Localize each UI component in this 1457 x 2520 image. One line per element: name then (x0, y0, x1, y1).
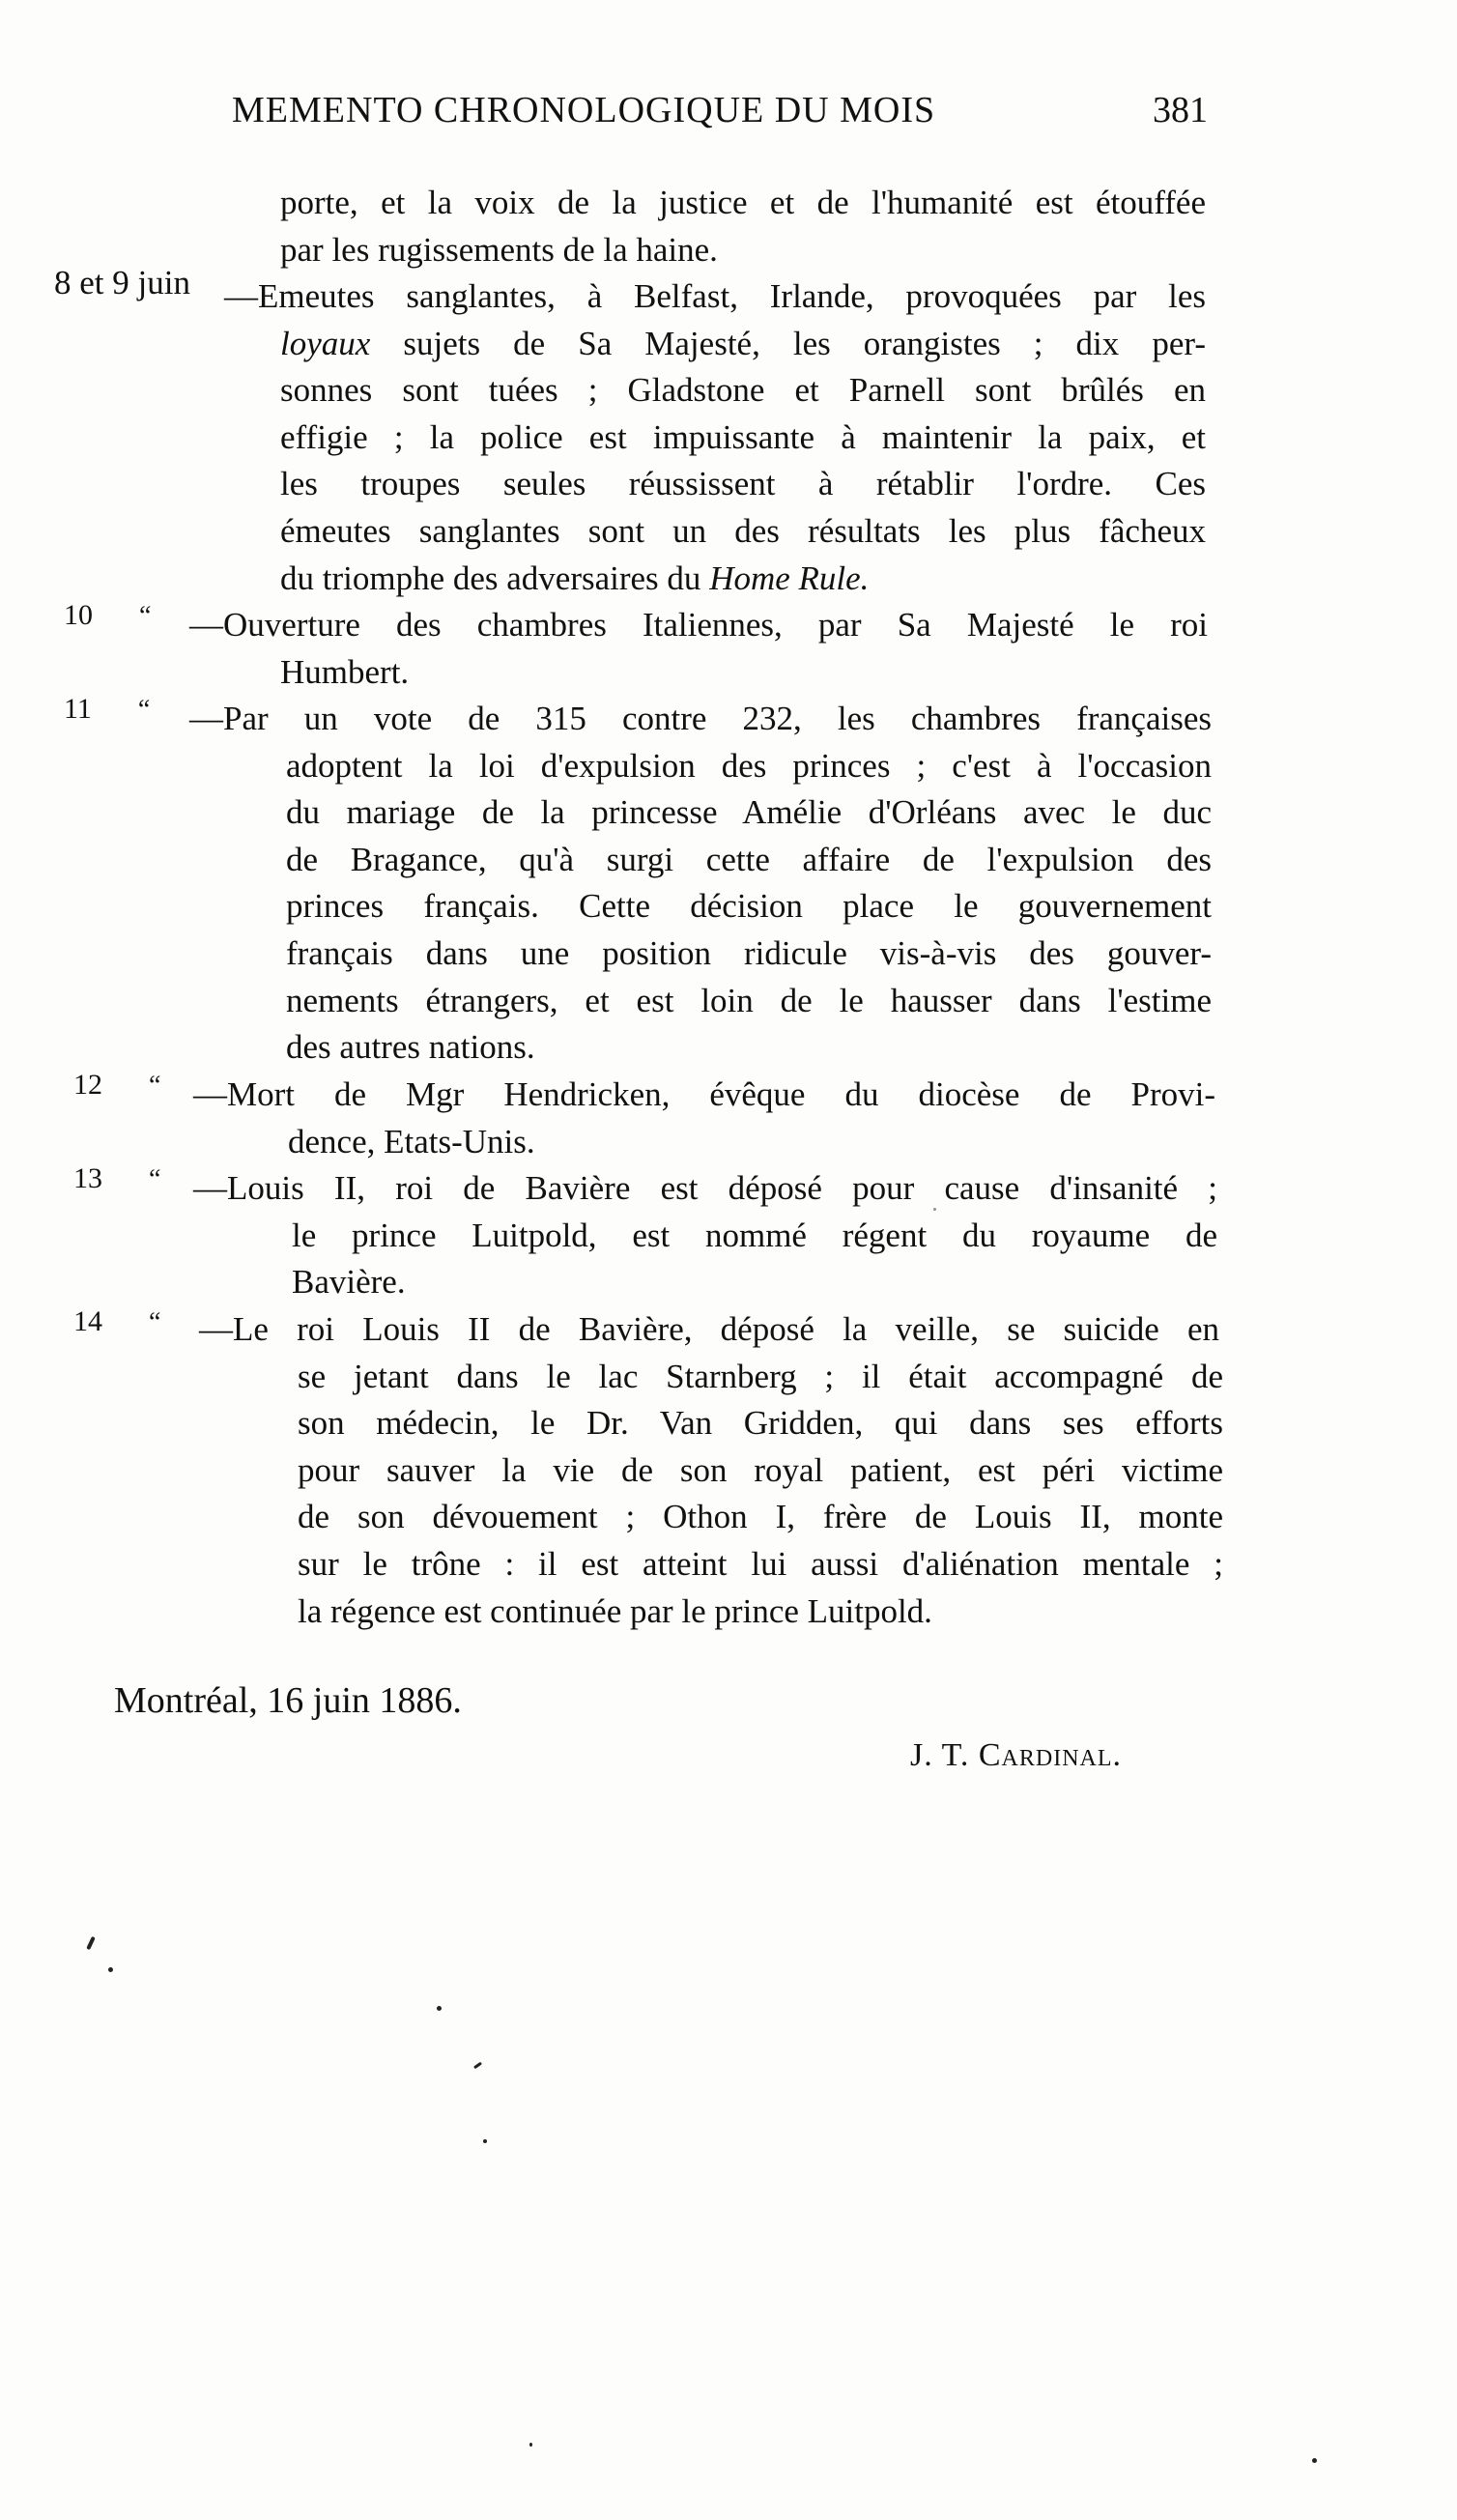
text-line: se jetant dans le lac Starnberg ; il était accompagné de (298, 1357, 1223, 1395)
text-line: effigie ; la police est impuissante à maintenir la paix, et (280, 417, 1206, 456)
text-line: dence, Etats-Unis. (288, 1122, 535, 1160)
text-line: pour sauver la vie de son royal patient, est péri victime (298, 1450, 1223, 1489)
italic-phrase: Home Rule. (709, 558, 870, 597)
text-line: son médecin, le Dr. Van Gridden, qui dans ses efforts (298, 1404, 1223, 1443)
entry-date: 14 “ (73, 1305, 161, 1337)
text-line: Humbert. (280, 652, 410, 691)
text-line: sur le trône : il est atteint lui aussi d'aliénation mentale ; (298, 1544, 1223, 1583)
entry-date: 12 “ (73, 1069, 161, 1101)
text-line: français dans une position ridicule vis-à-vis des gouver- (286, 933, 1212, 972)
text-line: —Par un vote de 315 contre 232, les chambres françaises (189, 700, 1212, 737)
text-line: —Emeutes sanglantes, à Belfast, Irlande, provoquées par les (224, 277, 1206, 315)
text-line: de Bragance, qu'à surgi cette affaire de l'expulsion des (286, 840, 1212, 878)
entry-date: 11 “ (64, 693, 151, 725)
scan-speck (933, 1208, 936, 1211)
running-header (232, 89, 1208, 147)
entry-date: 8 et 9 juin (54, 264, 190, 301)
text-line: émeutes sanglantes sont un des résultats les plus fâcheux (280, 511, 1206, 550)
text-line-start: du triomphe des adversaires du (280, 558, 710, 597)
text-line: —Le roi Louis II de Bavière, déposé la veille, se suicide en (199, 1310, 1219, 1348)
running-title: MEMENTO CHRONOLOGIQUE DU MOIS (232, 90, 936, 130)
italic-word: loyaux (280, 324, 371, 362)
author-signature: J. T. Cardinal. (910, 1737, 1123, 1773)
scan-speck (437, 2006, 442, 2011)
scan-speck (1312, 2458, 1317, 2463)
text-line: de son dévouement ; Othon I, frère de Louis II, monte (298, 1498, 1223, 1536)
entry-date: 10 “ (64, 599, 152, 631)
text-line: du mariage de la princesse Amélie d'Orléans avec le duc (286, 793, 1212, 832)
text-line: —Mort de Mgr Hendricken, évêque du diocèse de Provi- (193, 1075, 1215, 1113)
entry-date: 13 “ (73, 1162, 161, 1194)
text-line: princes français. Cette décision place le gouvernement (286, 887, 1212, 926)
text-line: adoptent la loi d'expulsion des princes ; c'est à l'occasion (286, 746, 1212, 785)
text-line (280, 321, 1206, 368)
text-line-rest: sujets de Sa Majesté, les orangistes ; dix per- (370, 324, 1206, 362)
text-line: par les rugissements de la haine. (280, 230, 718, 269)
text-line: porte, et la voix de la justice et de l'humanité est étouffée (280, 184, 1206, 221)
text-line: des autres nations. (286, 1028, 535, 1067)
text-line: sonnes sont tuées ; Gladstone et Parnell sont brûlés en (280, 371, 1206, 410)
text-line: —Louis II, roi de Bavière est déposé pour cause d'insanité ; (193, 1169, 1217, 1207)
scan-speck (473, 2062, 482, 2070)
scan-speck (108, 1967, 113, 1972)
text-line (280, 556, 1206, 603)
scan-speck (86, 1936, 96, 1950)
page-number: 381 (1153, 90, 1208, 130)
text-line: la régence est continuée par le prince Luitpold. (298, 1591, 932, 1630)
place-and-date: Montréal, 16 juin 1886. (114, 1680, 462, 1721)
text-line: —Ouverture des chambres Italiennes, par Sa Majesté le roi (189, 606, 1208, 644)
text-line: le prince Luitpold, est nommé régent du royaume de (292, 1216, 1217, 1254)
text-line: les troupes seules réussissent à rétablir l'ordre. Ces (280, 465, 1206, 503)
scan-speck (483, 2139, 487, 2143)
scan-speck (529, 2443, 532, 2447)
text-line: Bavière. (292, 1263, 406, 1302)
text-line: nements étrangers, et est loin de le hausser dans l'estime (286, 981, 1212, 1019)
